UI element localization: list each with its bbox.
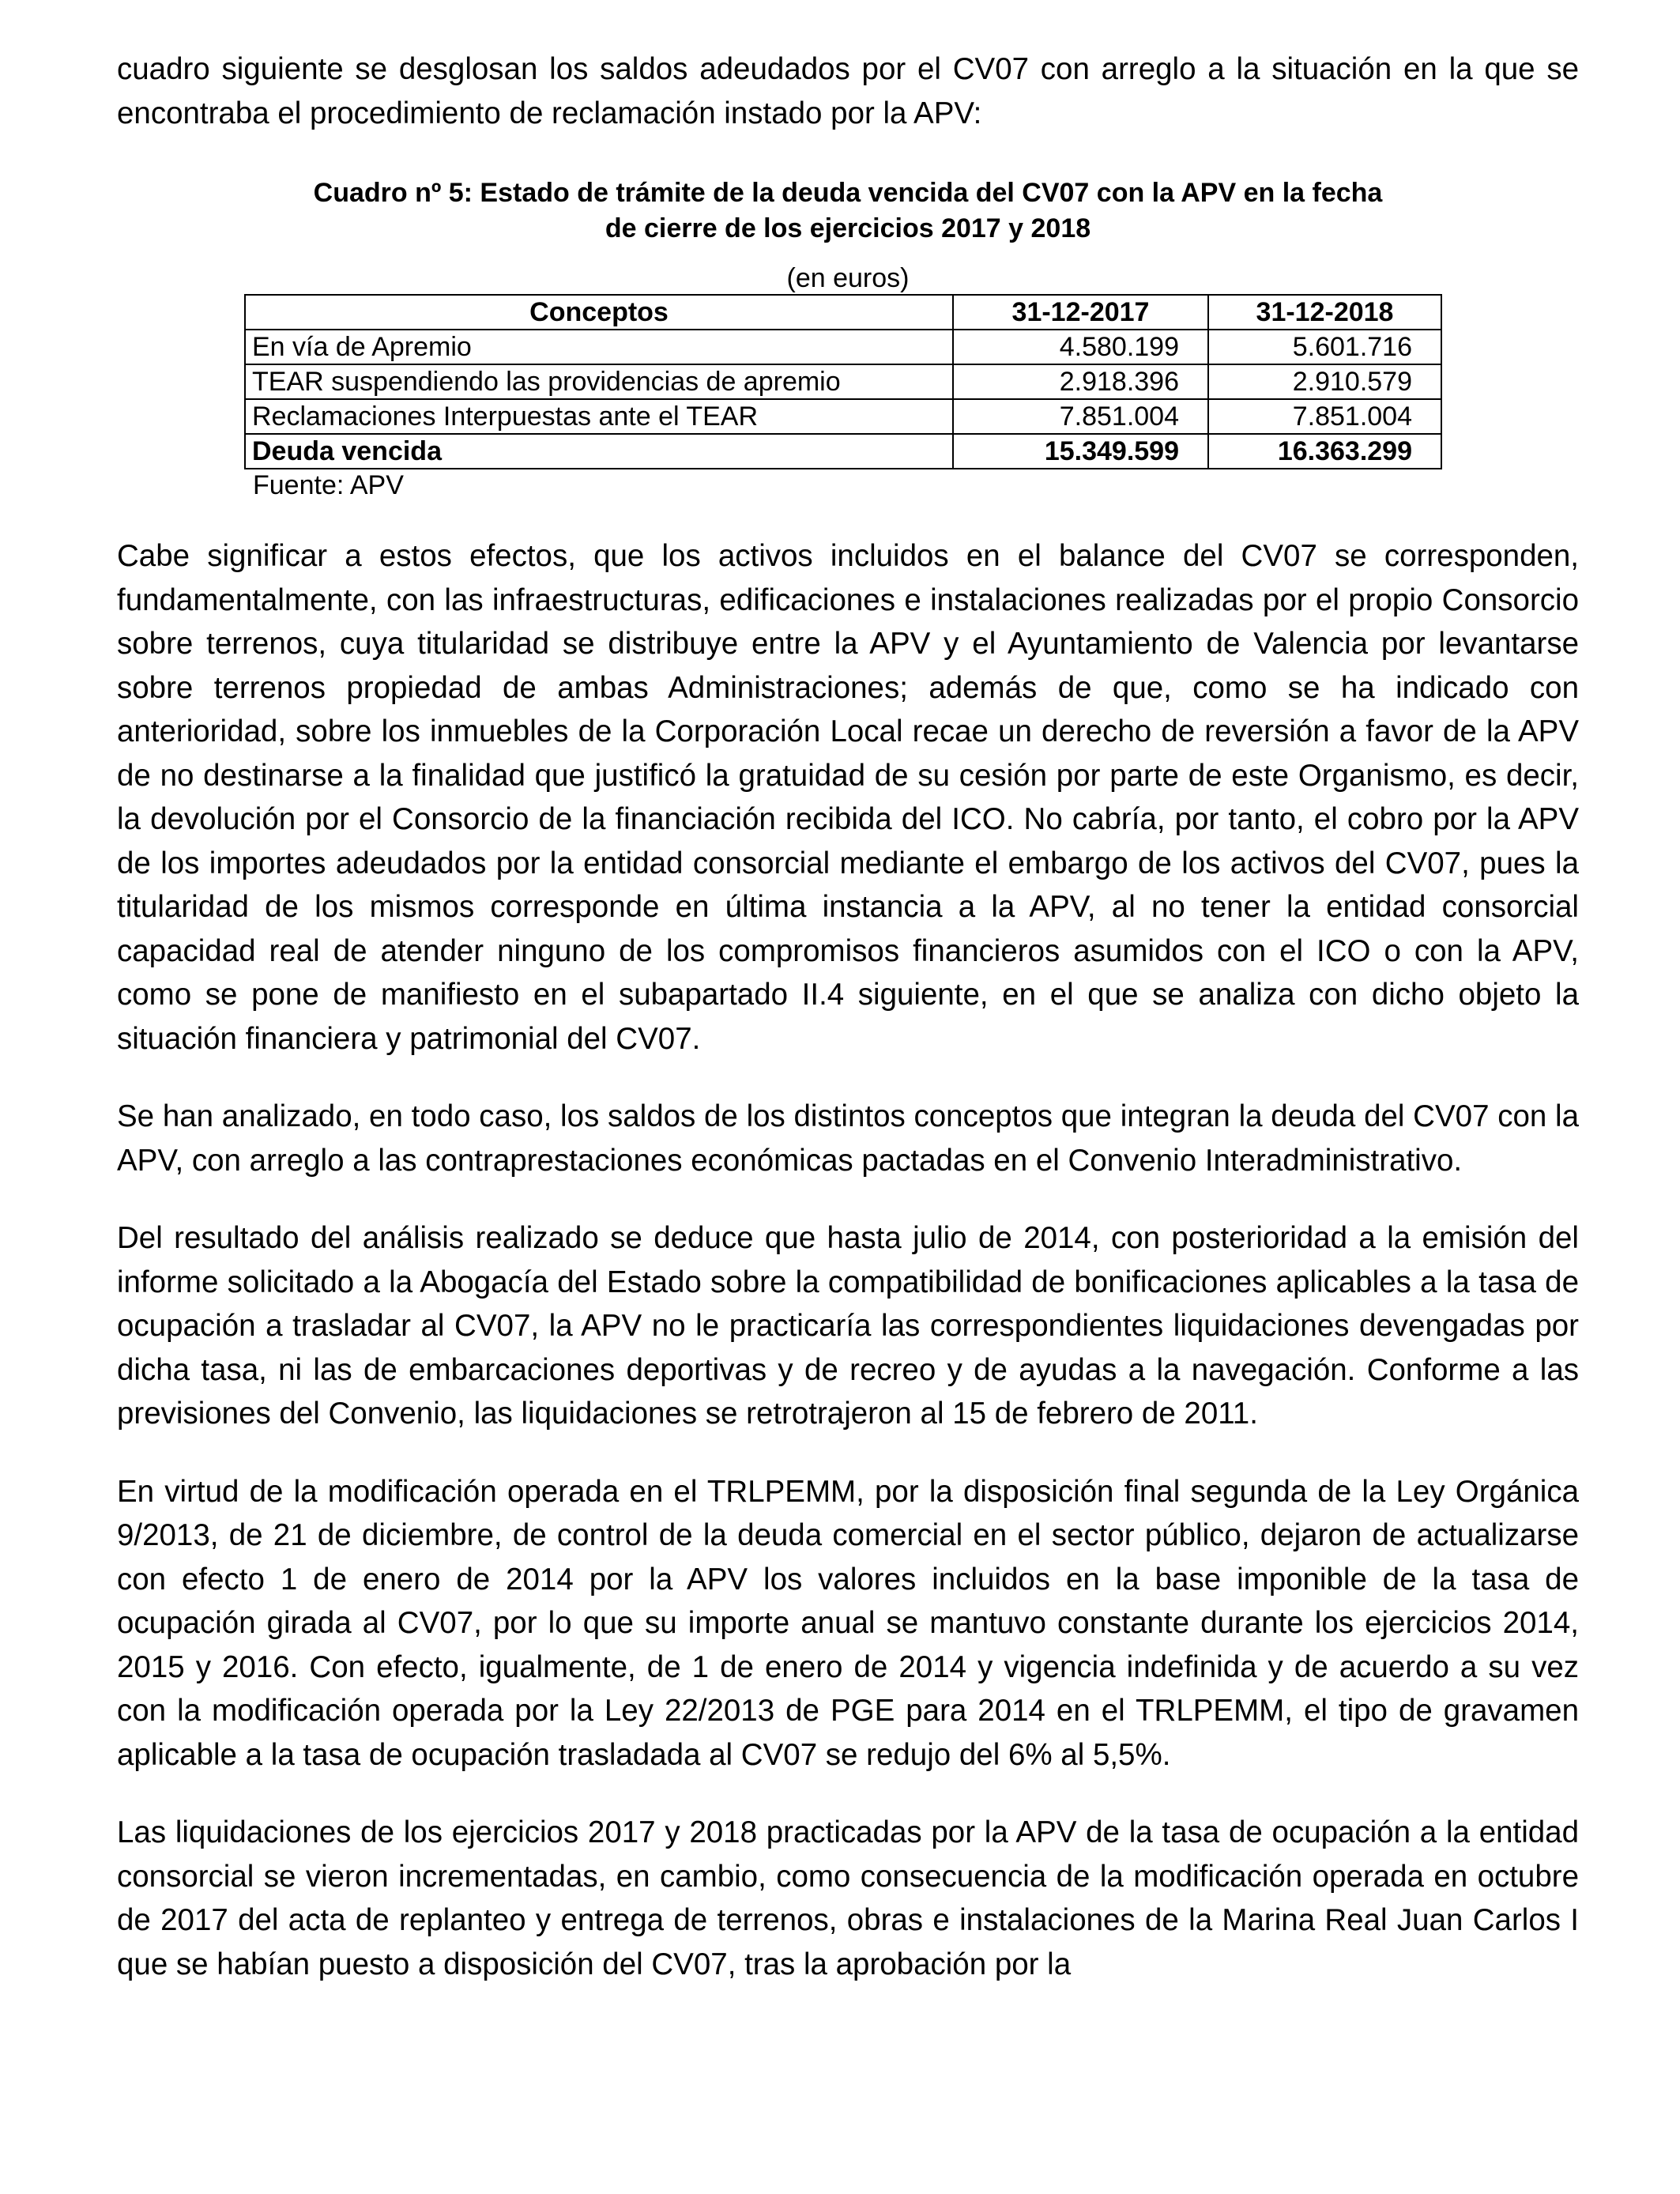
document-page (117, 47, 1579, 1986)
total-concept: Deuda vencida (245, 434, 953, 469)
table-row (245, 330, 1441, 364)
paragraph-analisis: Del resultado del análisis realizado se deduce que hasta julio de 2014, con posterioridad a la emisión del informe solicitado a la Abogacía del Estado sobre la compatibilidad de bonificaciones aplicables a la tasa de ocupación a trasladar al CV07, la APV no le practicaría las correspondientes liquidaciones devengadas por dicha tasa, ni las de embarcaciones deportivas y de recreo y de ayudas a la navegación. Conforme a las previsiones del Convenio, las liquidaciones se retrotrajeron al 15 de febrero de 2011. (117, 1221, 1579, 1431)
table-row (245, 364, 1441, 399)
row-value-2018: 7.851.004 (1208, 399, 1441, 434)
row-value-2017: 2.918.396 (953, 364, 1208, 399)
table-total-row (245, 434, 1441, 469)
row-value-2017: 4.580.199 (953, 330, 1208, 364)
row-value-2018: 2.910.579 (1208, 364, 1441, 399)
table-caption-line-2: de cierre de los ejercicios 2017 y 2018 (605, 213, 1091, 243)
row-value-2017: 7.851.004 (953, 399, 1208, 434)
table-row (245, 399, 1441, 434)
row-concept: TEAR suspendiendo las providencias de apremio (245, 364, 953, 399)
debt-status-table (244, 294, 1442, 469)
intro-paragraph: cuadro siguiente se desglosan los saldos adeudados por el CV07 con arreglo a la situación en la que se encontraba el procedimiento de reclamación instado por la APV: (117, 52, 1579, 130)
paragraph-trlpemm: En virtud de la modificación operada en el TRLPEMM, por la disposición final segunda de la Ley Orgánica 9/2013, de 21 de diciembre, de control de la deuda comercial en el sector público, dejaron de actualizarse con efecto 1 de enero de 2014 por la APV los valores incluidos en la base imponible de la tasa de ocupación girada al CV07, por lo que su importe anual se mantuvo constante durante los ejercicios 2014, 2015 y 2016. Con efecto, igualmente, de 1 de enero de 2014 y vigencia indefinida y de acuerdo a su vez con la modificación operada por la Ley 22/2013 de PGE para 2014 en el TRLPEMM, el tipo de gravamen aplicable a la tasa de ocupación trasladada al CV07 se redujo del 6% al 5,5%. (117, 1474, 1579, 1772)
table-unit: (en euros) (786, 263, 910, 293)
table-caption (247, 175, 1448, 247)
table-source: Fuente: APV (253, 470, 404, 500)
row-concept: Reclamaciones Interpuestas ante el TEAR (245, 399, 953, 434)
row-concept: En vía de Apremio (245, 330, 953, 364)
header-2018: 31-12-2018 (1208, 295, 1441, 330)
header-2017: 31-12-2017 (953, 295, 1208, 330)
table-header-row (245, 295, 1441, 330)
table-caption-line-1: Cuadro nº 5: Estado de trámite de la deuda vencida del CV07 con la APV en la fecha (313, 178, 1383, 208)
header-conceptos: Conceptos (245, 295, 953, 330)
total-value-2017: 15.349.599 (953, 434, 1208, 469)
paragraph-activos: Cabe significar a estos efectos, que los activos incluidos en el balance del CV07 se corresponden, fundamentalmente, con las infraestructuras, edificaciones e instalaciones realizadas por el propio Consorcio sobre terrenos, cuya titularidad se distribuye entre la APV y el Ayuntamiento de Valencia por levantarse sobre terrenos propiedad de ambas Administraciones; además de que, como se ha indicado con anterioridad, sobre los inmuebles de la Corporación Local recae un derecho de reversión a favor de la APV de no destinarse a la finalidad que justificó la gratuidad de su cesión por parte de este Organismo, es decir, la devolución por el Consorcio de la financiación recibida del ICO. No cabría, por tanto, el cobro por la APV de los importes adeudados por la entidad consorcial mediante el embargo de los activos del CV07, pues la titularidad de los mismos corresponde en última instancia a la APV, al no tener la entidad consorcial capacidad real de atender ninguno de los compromisos financieros asumidos con el ICO o con la APV, como se pone de manifiesto en el subapartado II.4 siguiente, en el que se analiza con dicho objeto la situación financiera y patrimonial del CV07. (117, 539, 1579, 1056)
total-value-2018: 16.363.299 (1208, 434, 1441, 469)
paragraph-saldos: Se han analizado, en todo caso, los saldos de los distintos conceptos que integran la deuda del CV07 con la APV, con arreglo a las contraprestaciones económicas pactadas en el Convenio Interadministrativo. (117, 1099, 1579, 1178)
row-value-2018: 5.601.716 (1208, 330, 1441, 364)
paragraph-liquidaciones: Las liquidaciones de los ejercicios 2017 y 2018 practicadas por la APV de la tasa de ocupación a la entidad consorcial se vieron incrementadas, en cambio, como consecuencia de la modificación operada en octubre de 2017 del acta de replanteo y entrega de terrenos, obras e instalaciones de la Marina Real Juan Carlos I que se habían puesto a disposición del CV07, tras la aprobación por la (117, 1815, 1579, 1981)
